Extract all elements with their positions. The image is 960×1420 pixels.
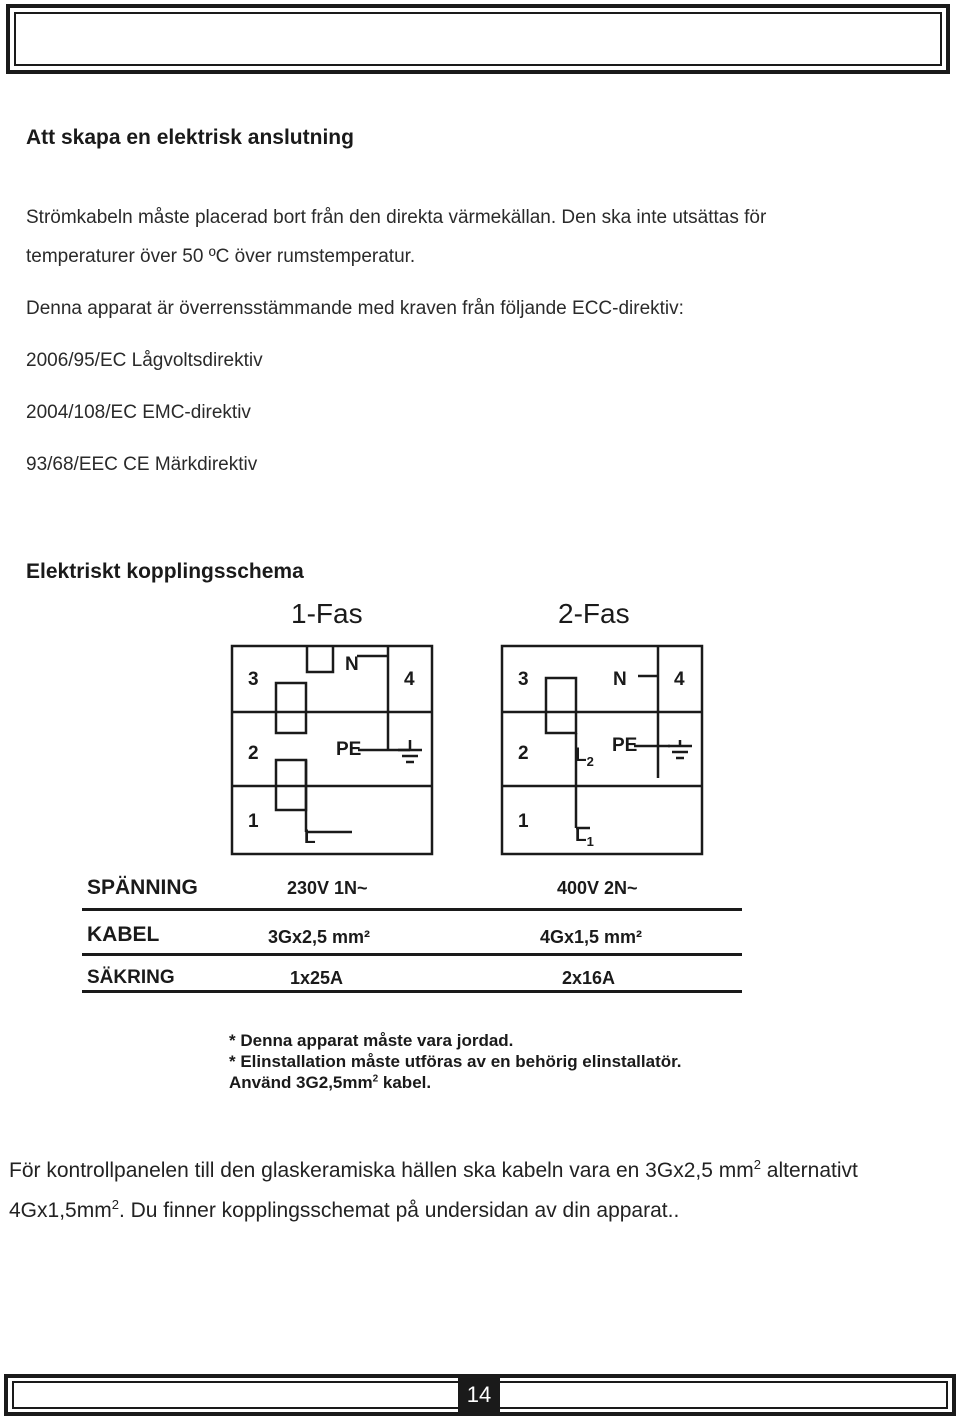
note-line: * Elinstallation måste utföras av en behörig elinstallatör. xyxy=(229,1052,682,1071)
phase1-title: 1-Fas xyxy=(291,598,363,629)
page-number: 14 xyxy=(458,1374,500,1416)
table-row-label: SÄKRING xyxy=(87,967,175,988)
terminal-label: 3 xyxy=(518,669,529,690)
phase2-terminal-block xyxy=(502,646,702,854)
table-cell: 1x25A xyxy=(290,968,344,988)
table-row-label: SPÄNNING xyxy=(87,876,198,899)
note-line: Använd $3G2,5mm^2$ kabel. xyxy=(229,1073,432,1092)
ground-symbol xyxy=(398,740,422,762)
table-divider xyxy=(82,990,742,993)
terminal-label: 1 xyxy=(518,811,529,832)
table-cell: 3Gx2,5 mm² xyxy=(268,927,371,947)
table-row-label: KABEL xyxy=(87,923,160,946)
paragraph-line: Denna apparat är överrensstämmande med kraven från följande ECC-direktiv: xyxy=(26,298,684,319)
pe-label: PE xyxy=(612,735,638,756)
table-cell: 2x16A xyxy=(562,968,616,988)
terminal-label: 3 xyxy=(248,669,259,690)
terminal-label: 2 xyxy=(248,743,259,764)
table-cell: 4Gx1,5 mm² xyxy=(540,927,643,947)
directive-item: 2004/108/EC EMC-direktiv xyxy=(26,402,251,423)
section-heading: Att skapa en elektrisk anslutning xyxy=(26,126,354,149)
line2-label: $L_2$ xyxy=(575,745,594,769)
pe-label: PE xyxy=(336,739,362,760)
terminal-label: 4 xyxy=(674,669,685,690)
terminal-label: 2 xyxy=(518,743,529,764)
paragraph-line: Strömkabeln måste placerad bort från den direkta värmekällan. Den ska inte utsättas för xyxy=(26,207,767,228)
ground-symbol xyxy=(668,740,692,758)
neutral-label: N xyxy=(345,654,359,675)
table-divider xyxy=(82,908,742,911)
table-cell: 400V 2N~ xyxy=(557,878,638,898)
note-line: * Denna apparat måste vara jordad. xyxy=(229,1031,514,1050)
terminal-label: 1 xyxy=(248,811,259,832)
paragraph-line: temperaturer över 50 ºC över rumstemperatur. xyxy=(26,246,416,267)
table-cell: 230V 1N~ xyxy=(287,878,368,898)
terminal-label: 4 xyxy=(404,669,415,690)
phase2-title: 2-Fas xyxy=(558,598,630,629)
line-label: L xyxy=(304,827,316,848)
table-divider xyxy=(82,953,742,956)
line1-label: $L_1$ xyxy=(575,825,594,849)
bottom-paragraph-line: $4Gx1,5mm^2$. Du finner kopplingsschemat på undersidan av din apparat.. xyxy=(9,1197,680,1222)
bottom-paragraph-line: För kontrollpanelen till den glaskeramiska hällen ska kabeln vara en 3Gx2,5 $mm^2$ alternativt xyxy=(9,1157,858,1182)
directive-item: 2006/95/EC Lågvoltsdirektiv xyxy=(26,350,263,371)
schema-heading: Elektriskt kopplingsschema xyxy=(26,560,304,583)
neutral-label: N xyxy=(613,669,627,690)
directive-item: 93/68/EEC CE Märkdirektiv xyxy=(26,454,258,475)
